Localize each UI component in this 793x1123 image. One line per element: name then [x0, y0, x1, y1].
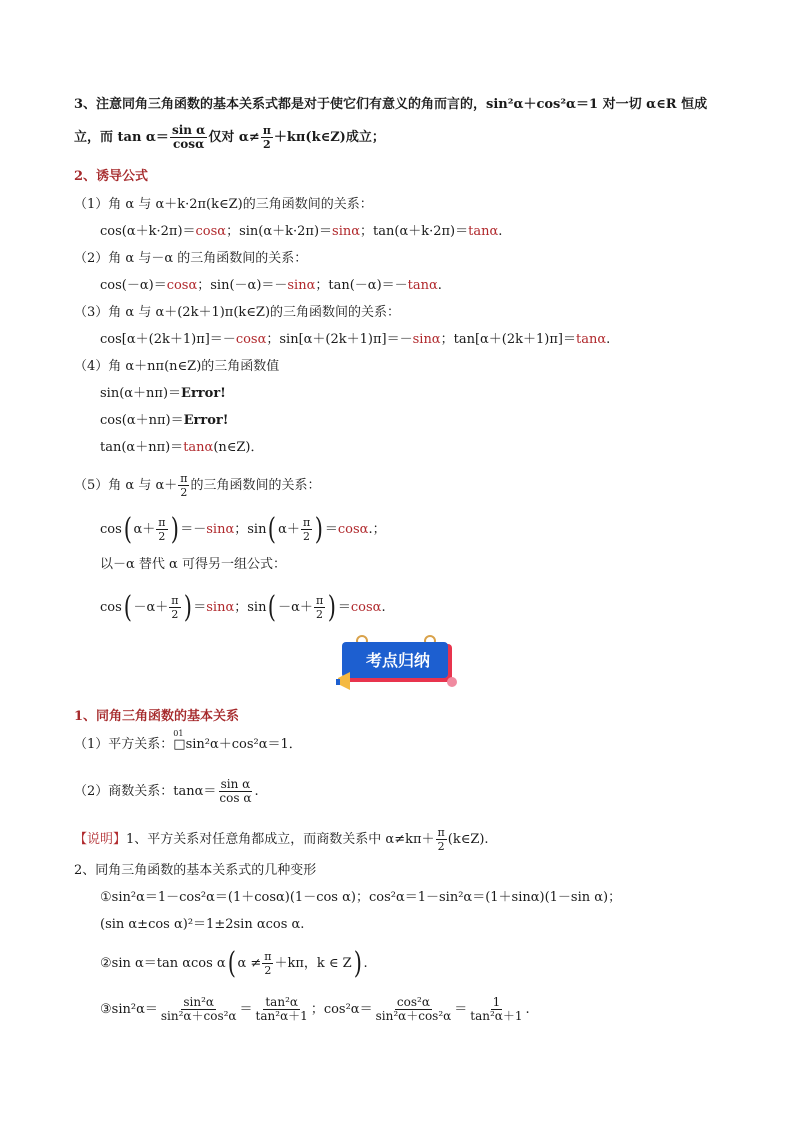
variant-1b: (sin α±cos α)²＝1±2sin αcos α. — [100, 917, 305, 932]
p5-formula: cos( α＋ $\frac{\pi}{2}$ ) ＝－sinα；sin( α＋ $\frac{\pi}{2}$ ) ＝cosα.； — [100, 511, 386, 547]
p5-heading: （5）角 α 与 α＋ $\frac{\pi}{2}$ 的三角函数间的关系： — [74, 472, 321, 499]
p2-heading: （2）角 α 与－α 的三角函数间的关系： — [74, 251, 308, 266]
badge-label: 考点归纳 — [365, 651, 431, 670]
p5b-formula: cos( －α＋ $\frac{\pi}{2}$ ) ＝sinα；sin( －α＋ $\frac{\pi}{2}$ ) ＝cosα. — [100, 589, 386, 625]
section-title-basic-relations: 1、同角三角函数的基本关系 — [74, 709, 240, 724]
variant-1: ①sin²α＝1－cos²α＝(1＋cosα)(1－cos α)；cos²α＝1－sin²α＝(1＋sinα)(1－sin α)； — [100, 890, 622, 905]
p4-tan: tan(α＋nπ)＝tanα(n∈Z)． — [100, 440, 264, 455]
variant-3: ③sin²α＝ $\frac{\text{sin²α}}{\text{sin²α＋cos²α}}$ ＝ $\frac{\text{tan²α}}{\text{tan²α＋1}}$ ；cos²α＝ $\frac{\text{cos²α}}{\text{sin²α＋cos²α}}$ ＝ $\frac{1}{\text{tan²α＋1}}$ . — [100, 995, 530, 1023]
p3-formula: cos[α＋(2k＋1)π]＝－cosα；sin[α＋(2k＋1)π]＝－sinα；tan[α＋(2k＋1)π]＝tanα. — [100, 332, 611, 347]
note3-line2: 立，而 tan α＝ $\frac{\text{sin α}}{\cos\alpha}$ 仅对 α≠ $\frac{\pi}{2}$ ＋kπ(k∈Z)成立； — [74, 123, 385, 151]
p1-heading: （1）角 α 与 α＋k·2π(k∈Z)的三角函数间的关系： — [74, 197, 373, 212]
p3-heading: （3）角 α 与 α＋(2k＋1)π(k∈Z)的三角函数间的关系： — [74, 305, 401, 320]
key-points-badge — [336, 632, 460, 692]
p4-heading: （4）角 α＋nπ(n∈Z)的三角函数值 — [74, 359, 280, 374]
note-explanation: 【说明】1、平方关系对任意角都成立，而商数关系中 α≠kπ＋ $\frac{\pi}{2}$ (k∈Z). — [74, 826, 489, 853]
p5-note: 以－α 替代 α 可得另一组公式： — [100, 557, 286, 572]
note3-line1: 3、注意同角三角函数的基本关系式都是对于使它们有意义的角而言的，sin²α＋cos²α＝1 对一切 α∈R 恒成 — [74, 97, 708, 112]
q1-square-relation: （1）平方关系： 01 □sin²α＋cos²α＝1． — [74, 729, 302, 752]
section-title-induction: 2、诱导公式 — [74, 169, 149, 184]
section-title-variants: 2、同角三角函数的基本关系式的几种变形 — [74, 863, 317, 878]
p1-formula: cos(α＋k·2π)＝cosα；sin(α＋k·2π)＝sinα；tan(α＋k·2π)＝tanα. — [100, 224, 503, 239]
p4-cos: cos(α＋nπ)＝Error! — [100, 413, 229, 428]
p4-sin: sin(α＋nπ)＝Error! — [100, 386, 226, 401]
q2-quotient-relation: （2）商数关系：tanα＝ $\frac{\text{sin α}}{\text{cos α}}$ . — [74, 777, 259, 805]
p2-formula: cos(－α)＝cosα；sin(－α)＝－sinα；tan(－α)＝－tanα. — [100, 278, 442, 293]
variant-2: ②sin α＝tan αcos α( α ≠ $\frac{\pi}{2}$ ＋kπ，k ∈ Z) . — [100, 945, 368, 981]
badge-graphic — [336, 632, 460, 692]
